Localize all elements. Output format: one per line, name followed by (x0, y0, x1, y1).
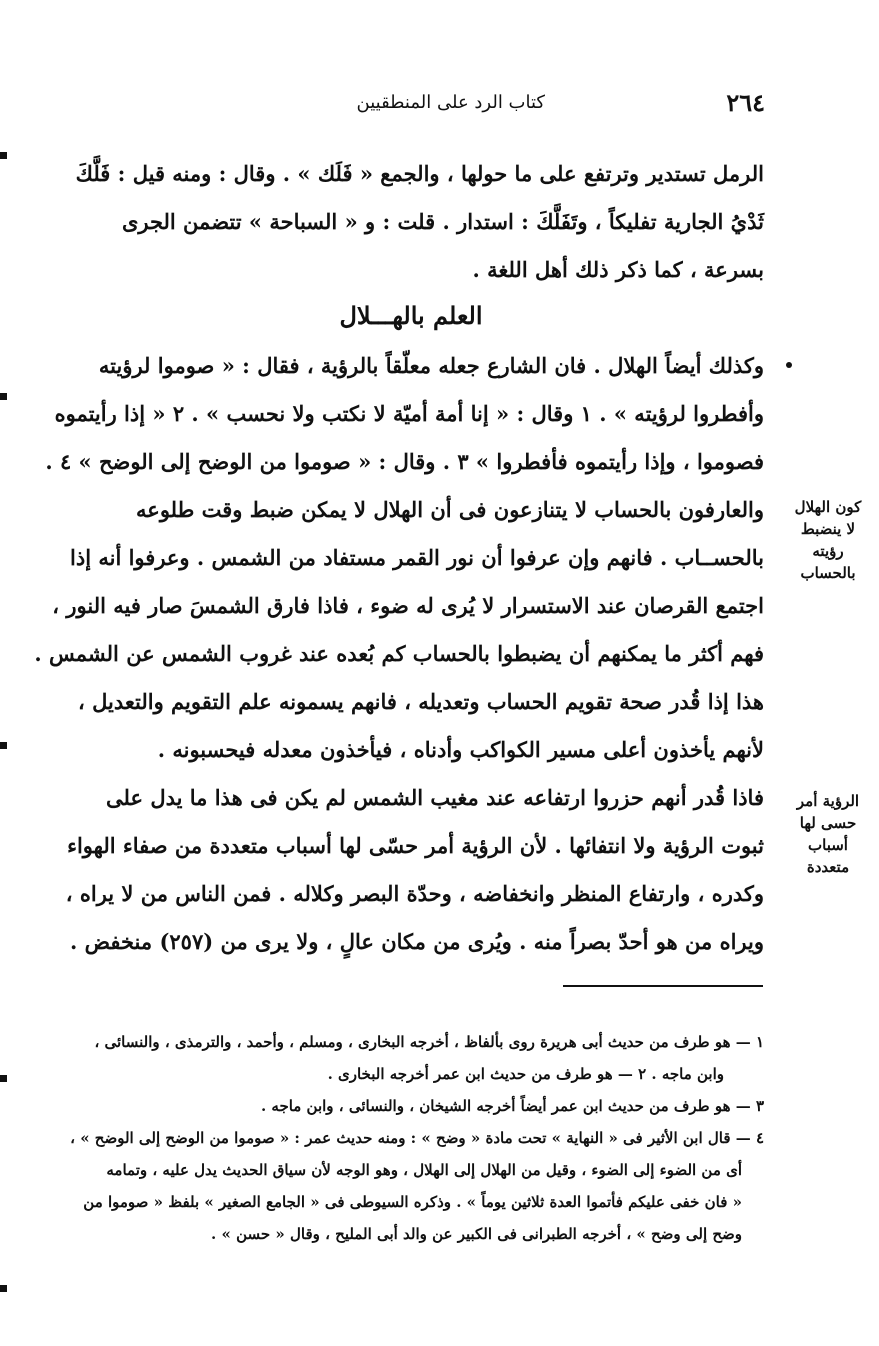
margin-note-2 (780, 790, 876, 878)
text-line: وكدره ، وارتفاع المنظر وانخفاضه ، وحدّة البصر وكلاله . فمن الناس من لا يراه ، (65, 881, 764, 906)
margin-note-line: كون الهلال (794, 498, 862, 516)
text-line: هذا إذا قُدر صحة تقويم الحساب وتعديله ، فانهم يسمونه علم التقويم والتعديل ، (78, 689, 764, 714)
scan-edge-mark (0, 742, 7, 749)
text-line: فهم أكثر ما يمكنهم أن يضبطوا بالحساب كم بُعده عند غروب الشمس عن الشمس . (34, 641, 764, 666)
margin-note-line: متعددة (806, 858, 850, 876)
footnote-line: ٤ — قال ابن الأثير فى « النهاية » تحت مادة « وضح » : ومنه حديث عمر : « صوموا من الوضح إلى الوضح » ، (70, 1129, 764, 1147)
footnote-line: ١ — هو طرف من حديث أبى هريرة روى بألفاظ ، أخرجه البخارى ، ومسلم ، وأحمد ، والترمذى ، والنسائى ، (94, 1033, 764, 1051)
text-line: ويراه من هو أحدّ بصراً منه . ويُرى من مكان عالٍ ، ولا يرى من (٢٥٧) منخفض . (70, 929, 764, 954)
text-line: ثَدْيُ الجارية تفليكاً ، وتَفَلَّكَ : استدار . قلت : و « السباحة » تتضمن الجرى (121, 209, 764, 234)
paragraph-marker (786, 362, 792, 368)
margin-note-line: لا ينضبط (800, 520, 856, 538)
text-line: بسرعة ، كما ذكر ذلك أهل اللغة . (472, 257, 764, 282)
footnotes (58, 1026, 764, 1250)
margin-note-line: أسباب (808, 836, 848, 854)
text-line: بالحســاب . فانهم وإن عرفوا أن نور القمر مستفاد من الشمس . وعرفوا أنه إذا (70, 545, 764, 570)
margin-note-line: رؤيته (812, 542, 844, 560)
text-line: اجتمع القرصان عند الاستسرار لا يُرى له ضوء ، فاذا فارق الشمسَ صار فيه النور ، (52, 593, 764, 618)
text-line: فصوموا ، وإذا رأيتموه فأفطروا » ٣ . وقال : « صوموا من الوضح إلى الوضح » ٤ . (45, 449, 764, 474)
section-heading: العلم بالهـــلال (339, 301, 483, 330)
main-text (34, 150, 764, 966)
text-line: الرمل تستدير وترتفع على ما حولها ، والجمع « فَلَك » . وقال : ومنه قيل : فَلَّكَ (75, 161, 764, 186)
page-number: ٢٦٤ (726, 88, 765, 117)
margin-note-line: الرؤية أمر (796, 792, 860, 810)
footnote-line: وابن ماجه . ٢ — هو طرف من حديث ابن عمر أخرجه البخارى . (327, 1065, 724, 1083)
running-header (300, 88, 765, 124)
scan-edge-mark (0, 393, 7, 400)
margin-note-line: بالحساب (800, 564, 856, 582)
text-line: وكذلك أيضاً الهلال . فان الشارع جعله معلّقاً بالرؤية ، فقال : « صوموا لرؤيته (98, 353, 764, 378)
footnote-line: ٣ — هو طرف من حديث ابن عمر أيضاً أخرجه الشيخان ، والنسائى ، وابن ماجه . (260, 1097, 764, 1115)
text-line: فاذا قُدر أنهم حزروا ارتفاعه عند مغيب الشمس لم يكن فى هذا ما يدل على (106, 785, 764, 810)
text-line: لأنهم يأخذون أعلى مسير الكواكب وأدناه ، فيأخذون معدله فيحسبونه . (157, 737, 764, 762)
footnote-separator (563, 985, 763, 987)
margin-note-line: حسى لها (799, 814, 857, 832)
scan-edge-mark (0, 152, 7, 159)
scan-edge-mark (0, 1285, 7, 1292)
margin-note-1 (780, 496, 876, 584)
footnote-line: أى من الضوء إلى الضوء ، وقيل من الهلال إلى الهلال ، وهو الوجه لأن سياق الحديث يدل عليه ، وتمامه (106, 1161, 742, 1179)
scan-edge-mark (0, 1075, 7, 1082)
text-line: ثبوت الرؤية ولا انتفائها . لأن الرؤية أمر حسّى لها أسباب متعددة من صفاء الهواء (67, 833, 764, 858)
text-line: وأفطروا لرؤيته » . ١ وقال : « إنا أمة أميّة لا نكتب ولا نحسب » . ٢ « إذا رأيتموه (54, 401, 764, 426)
running-title: كتاب الرد على المنطقيين (356, 92, 545, 113)
footnote-line: « فان خفى عليكم فأتموا العدة ثلاثين يوماً » . وذكره السيوطى فى « الجامع الصغير » بلفظ « صوموا من (83, 1193, 742, 1211)
footnote-line: وضح إلى وضح » ، أخرجه الطبرانى فى الكبير عن والد أبى المليح ، وقال « حسن » . (211, 1225, 742, 1243)
text-line: والعارفون بالحساب لا يتنازعون فى أن الهلال لا يمكن ضبط وقت طلوعه (136, 497, 764, 522)
